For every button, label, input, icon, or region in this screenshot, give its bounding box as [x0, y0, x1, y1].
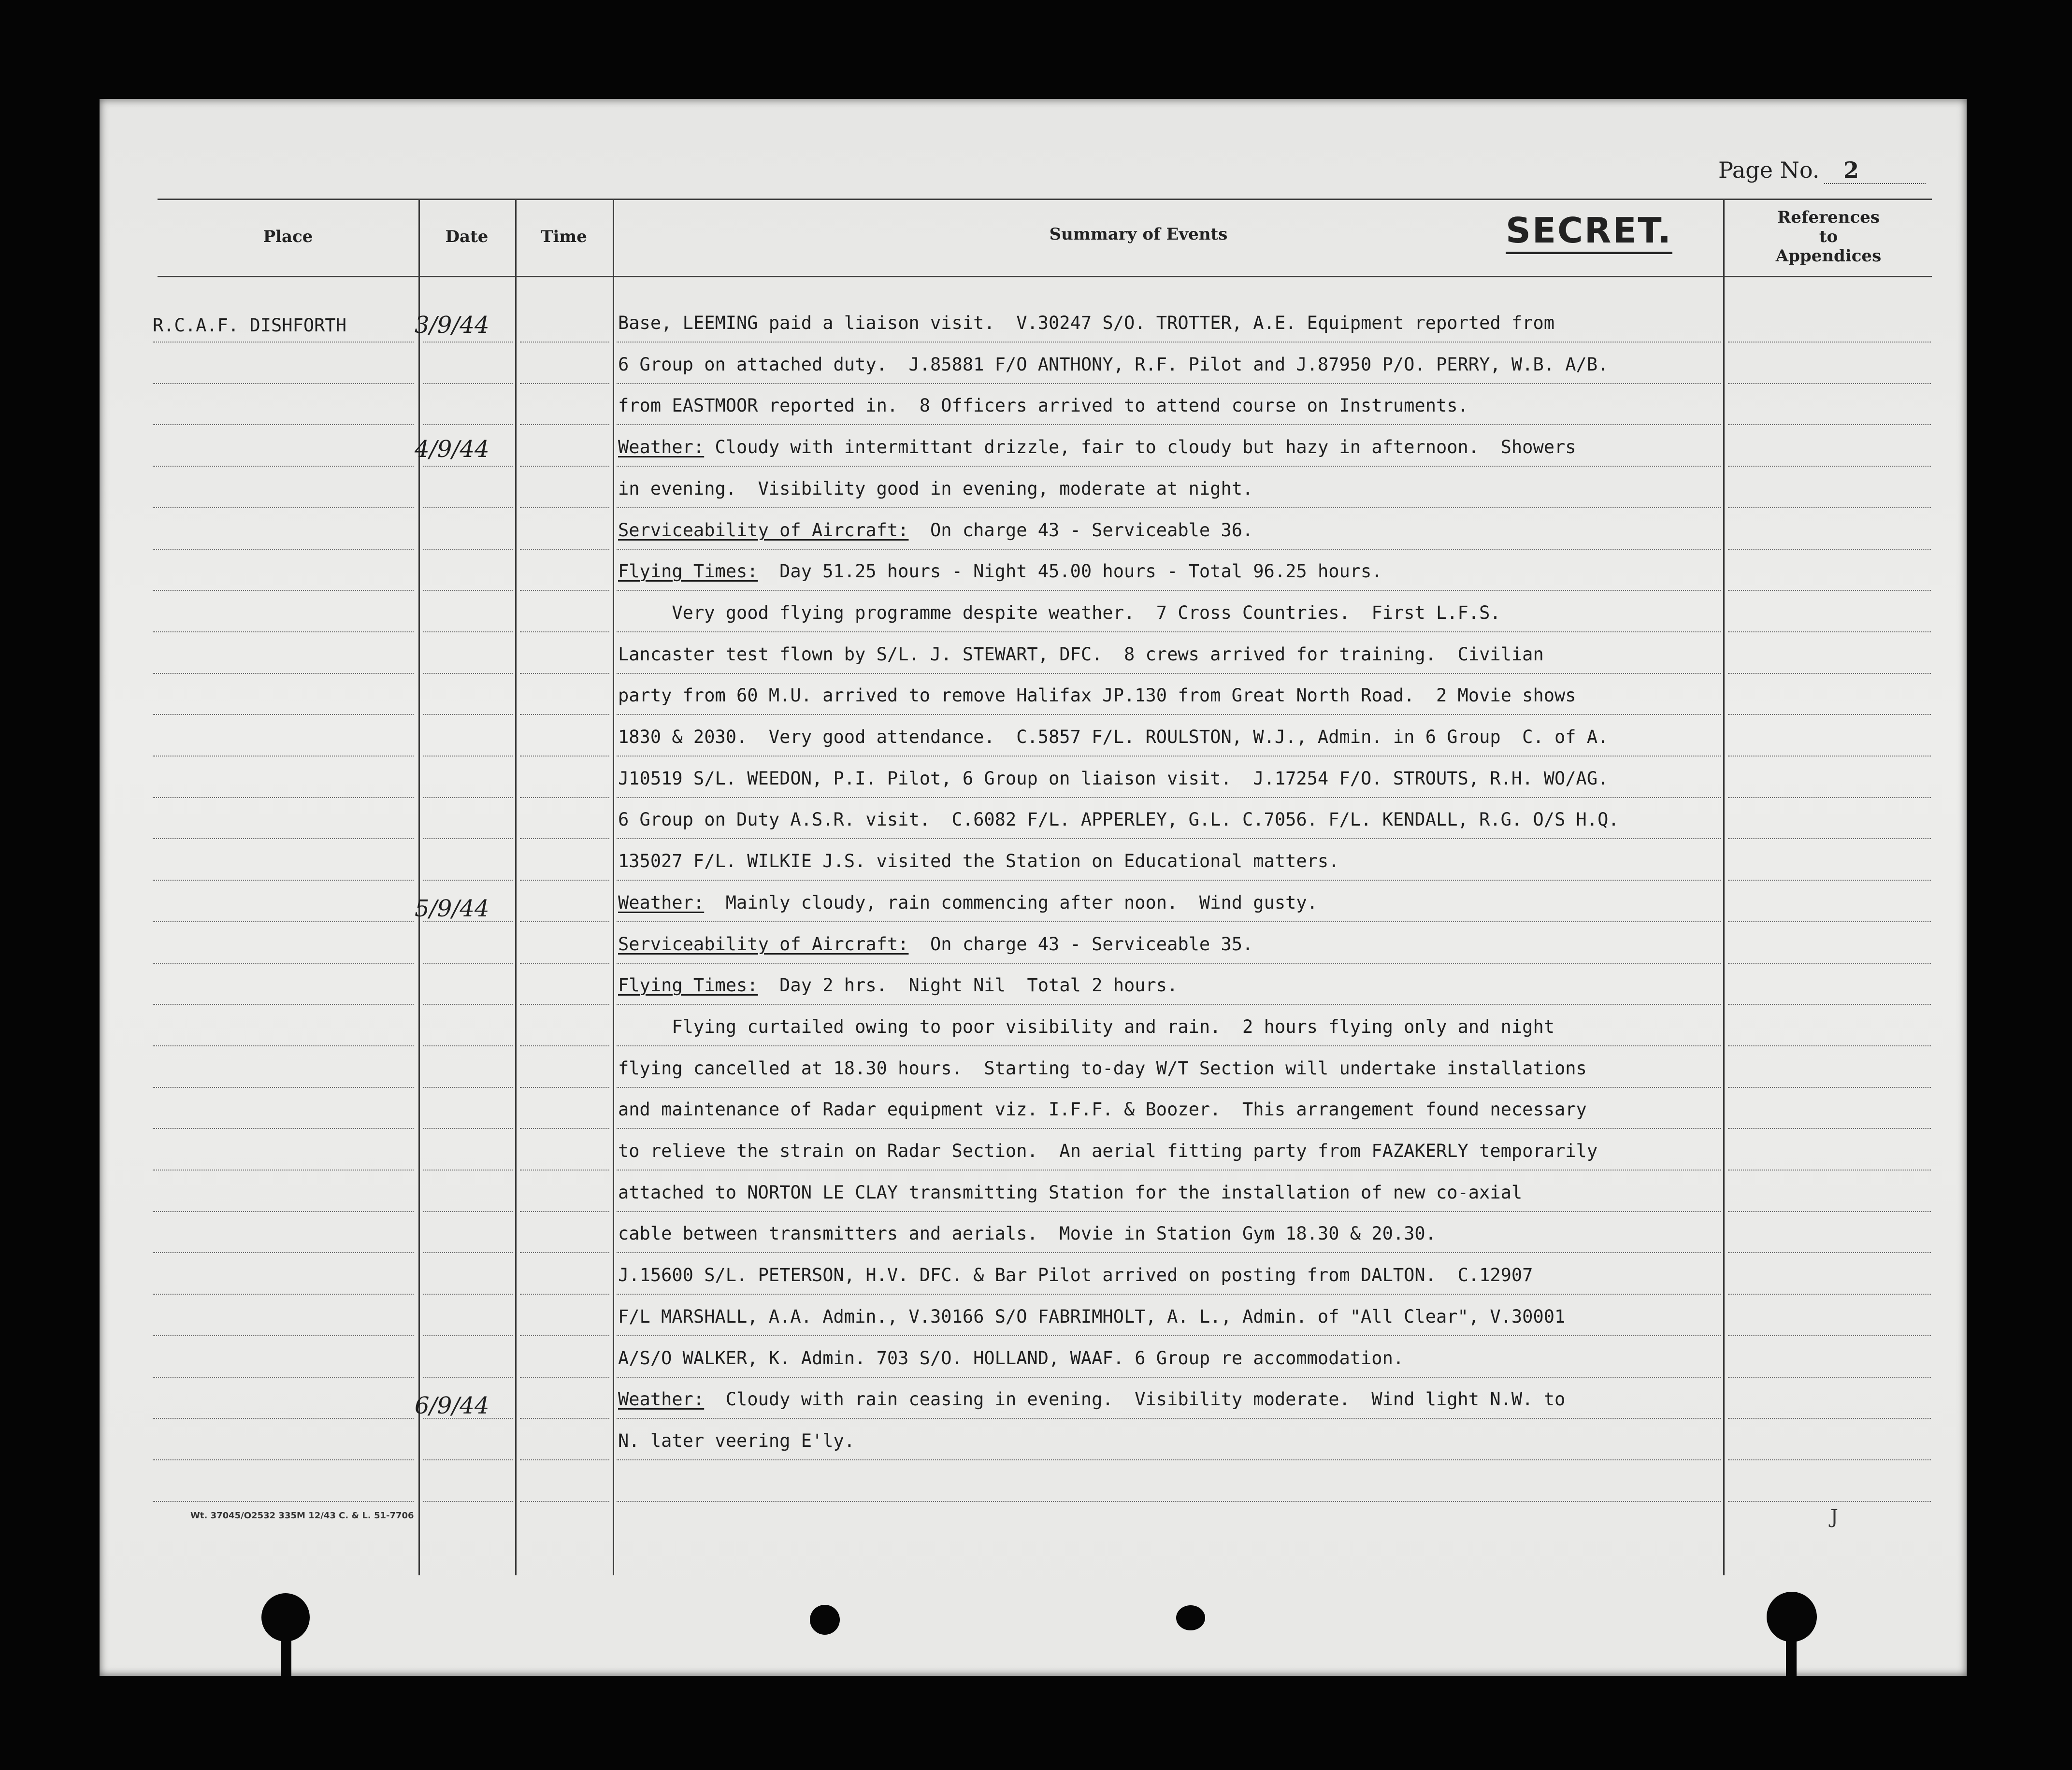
ruled-line	[423, 714, 513, 715]
summary-line	[618, 975, 1178, 996]
ruled-line	[153, 342, 414, 343]
ruled-line	[617, 838, 1721, 839]
ruled-line	[1728, 797, 1931, 798]
ruled-line	[423, 590, 513, 591]
summary-line	[618, 644, 1544, 665]
ruled-line	[153, 797, 414, 798]
ruled-line	[423, 1377, 513, 1378]
summary-line	[618, 768, 1608, 789]
ruled-line	[153, 838, 414, 839]
section-heading: Flying Times:	[618, 561, 758, 582]
summary-text: Day 51.25 hours - Night 45.00 hours - Total 96.25 hours.	[758, 561, 1382, 582]
summary-line	[618, 1223, 1436, 1244]
ruled-line	[153, 1501, 414, 1502]
ruled-line	[153, 1418, 414, 1419]
summary-line	[618, 1265, 1533, 1285]
ruled-line	[520, 921, 609, 922]
ruled-line	[1728, 507, 1931, 508]
secret-stamp: SECRET.	[1506, 210, 1672, 254]
ruled-line	[520, 797, 609, 798]
ruled-line	[617, 631, 1721, 632]
ruled-line	[520, 1252, 609, 1253]
summary-line	[618, 809, 1619, 830]
summary-text: Base, LEEMING paid a liaison visit. V.30247 S/O. TROTTER, A.E. Equipment reported from	[618, 313, 1555, 333]
ruled-line	[423, 880, 513, 881]
ruled-line	[520, 507, 609, 508]
ruled-line	[1728, 921, 1931, 922]
ruled-line	[617, 1294, 1721, 1295]
summary-text: party from 60 M.U. arrived to remove Halifax JP.130 from Great North Road. 2 Movie shows	[618, 685, 1576, 706]
ruled-line	[1728, 1335, 1931, 1336]
ruled-line	[617, 1252, 1721, 1253]
page-label: Page No.	[1718, 157, 1820, 183]
ruled-line	[617, 921, 1721, 922]
page-number: 2	[1824, 157, 1926, 184]
header-references	[1725, 208, 1932, 266]
section-heading: Serviceability of Aircraft:	[618, 520, 909, 541]
ruled-line	[153, 590, 414, 591]
summary-text: 1830 & 2030. Very good attendance. C.5857 F/L. ROULSTON, W.J., Admin. in 6 Group C. of A.	[618, 727, 1609, 747]
ruled-line	[1728, 1459, 1931, 1460]
ruled-line	[153, 714, 414, 715]
ruled-line	[153, 1294, 414, 1295]
ruled-line	[1728, 1501, 1931, 1502]
ruled-line	[423, 838, 513, 839]
ruled-line	[423, 507, 513, 508]
ruled-line	[520, 1459, 609, 1460]
ruled-line	[153, 507, 414, 508]
ruled-line	[1728, 963, 1931, 964]
ruled-line	[423, 1087, 513, 1088]
ruled-line	[520, 549, 609, 550]
ruled-line	[617, 1501, 1721, 1502]
summary-line	[618, 313, 1554, 333]
page-number-area	[1718, 157, 1926, 184]
ruled-line	[520, 383, 609, 384]
ruled-line	[1728, 383, 1931, 384]
summary-text: in evening. Visibility good in evening, moderate at night.	[618, 478, 1253, 499]
ruled-line	[520, 1045, 609, 1046]
ruled-line	[1728, 714, 1931, 715]
ruled-line	[520, 1501, 609, 1502]
ruled-line	[617, 673, 1721, 674]
ruled-line	[423, 1252, 513, 1253]
place-date-divider	[418, 199, 420, 1575]
ruled-line	[153, 880, 414, 881]
summary-line	[618, 1348, 1404, 1369]
header-place: Place	[263, 227, 313, 246]
ruled-line	[423, 424, 513, 425]
summary-text: Very good flying programme despite weather. 7 Cross Countries. First L.F.S.	[672, 602, 1501, 623]
printer-code: Wt. 37045/O2532 335M 12/43 C. & L. 51-7706	[190, 1511, 414, 1521]
summary-line	[618, 892, 1318, 913]
ruled-line	[617, 1459, 1721, 1460]
summary-line	[618, 1389, 1565, 1410]
ruled-line	[153, 1087, 414, 1088]
ruled-line	[617, 963, 1721, 964]
ruled-line	[1728, 631, 1931, 632]
binder-hole-slot	[281, 1638, 291, 1676]
binder-hole	[1767, 1592, 1817, 1642]
ruled-line	[617, 1418, 1721, 1419]
ruled-line	[520, 1211, 609, 1212]
ruled-line	[520, 1294, 609, 1295]
summary-references-divider	[1723, 199, 1725, 1575]
ruled-line	[617, 756, 1721, 757]
ruled-line	[617, 383, 1721, 384]
ruled-line	[423, 631, 513, 632]
ruled-line	[617, 590, 1721, 591]
summary-text: and maintenance of Radar equipment viz. I.F.F. & Boozer. This arrangement found necessary	[618, 1099, 1587, 1120]
line-indent	[618, 602, 672, 623]
summary-text: Flying curtailed owing to poor visibility and rain. 2 hours flying only and night	[672, 1016, 1555, 1037]
ruled-line	[423, 1045, 513, 1046]
summary-text: cable between transmitters and aerials. Movie in Station Gym 18.30 & 20.30.	[618, 1223, 1436, 1244]
ruled-line	[153, 963, 414, 964]
summary-line	[618, 1306, 1565, 1327]
ruled-line	[423, 383, 513, 384]
ruled-line	[520, 1335, 609, 1336]
ruled-line	[617, 1087, 1721, 1088]
binder-hole	[261, 1593, 310, 1642]
ruled-line	[423, 342, 513, 343]
ruled-line	[520, 1004, 609, 1005]
ruled-line	[153, 673, 414, 674]
ruled-line	[423, 797, 513, 798]
summary-text: Mainly cloudy, rain commencing after noon. Wind gusty.	[704, 892, 1318, 913]
summary-text: 135027 F/L. WILKIE J.S. visited the Station on Educational matters.	[618, 851, 1339, 871]
ruled-line	[1728, 549, 1931, 550]
summary-line	[618, 354, 1608, 375]
summary-line	[618, 1182, 1522, 1203]
ruled-line	[1728, 466, 1931, 467]
ruled-line	[617, 507, 1721, 508]
ruled-line	[423, 756, 513, 757]
binder-hole	[810, 1605, 840, 1635]
time-summary-divider	[613, 199, 614, 1575]
ruled-line	[153, 631, 414, 632]
ruled-line	[1728, 1004, 1931, 1005]
ruled-line	[617, 1211, 1721, 1212]
ruled-line	[617, 797, 1721, 798]
ruled-line	[520, 838, 609, 839]
ruled-line	[520, 631, 609, 632]
ruled-line	[153, 756, 414, 757]
summary-text: Lancaster test flown by S/L. J. STEWART, DFC. 8 crews arrived for training. Civilian	[618, 644, 1544, 665]
section-heading: Serviceability of Aircraft:	[618, 934, 909, 955]
summary-text: J10519 S/L. WEEDON, P.I. Pilot, 6 Group on liaison visit. J.17254 F/O. STROUTS, R.H. WO/AG.	[618, 768, 1609, 789]
ruled-line	[1728, 1128, 1931, 1129]
ruled-line	[520, 1377, 609, 1378]
ruled-line	[153, 383, 414, 384]
summary-line	[618, 727, 1608, 747]
ruled-line	[423, 1501, 513, 1502]
ruled-line	[617, 1377, 1721, 1378]
summary-line	[618, 561, 1382, 582]
ruled-line	[153, 549, 414, 550]
date-entry: 6/9/44	[415, 1392, 489, 1419]
summary-text: to relieve the strain on Radar Section. An aerial fitting party from FAZAKERLY temporarily	[618, 1141, 1598, 1161]
summary-line	[618, 1016, 1554, 1037]
ruled-line	[423, 1211, 513, 1212]
ruled-line	[153, 1459, 414, 1460]
section-heading: Flying Times:	[618, 975, 758, 996]
header-time: Time	[541, 227, 587, 246]
ruled-line	[617, 342, 1721, 343]
ruled-line	[153, 1004, 414, 1005]
ruled-line	[617, 1004, 1721, 1005]
summary-text: J.15600 S/L. PETERSON, H.V. DFC. & Bar Pilot arrived on posting from DALTON. C.12907	[618, 1265, 1533, 1285]
ruled-line	[423, 1004, 513, 1005]
summary-line	[618, 602, 1501, 623]
ruled-line	[617, 880, 1721, 881]
summary-text: from EASTMOOR reported in. 8 Officers arrived to attend course on Instruments.	[618, 395, 1468, 416]
ruled-line	[153, 1128, 414, 1129]
ruled-line	[153, 1377, 414, 1378]
date-entry: 3/9/44	[415, 312, 489, 339]
summary-text: F/L MARSHALL, A.A. Admin., V.30166 S/O FABRIMHOLT, A. L., Admin. of "All Clear", V.30001	[618, 1306, 1566, 1327]
summary-line	[618, 520, 1253, 541]
ruled-line	[520, 673, 609, 674]
ruled-line	[520, 963, 609, 964]
summary-line	[618, 395, 1468, 416]
ruled-line	[1728, 590, 1931, 591]
ruled-line	[1728, 342, 1931, 343]
ruled-line	[1728, 1377, 1931, 1378]
ruled-line	[1728, 756, 1931, 757]
header-references-line1: References	[1777, 208, 1880, 227]
ruled-line	[1728, 1294, 1931, 1295]
summary-line	[618, 1430, 855, 1451]
summary-text: 6 Group on attached duty. J.85881 F/O ANTHONY, R.F. Pilot and J.87950 P/O. PERRY, W.B. A/B.	[618, 354, 1609, 375]
summary-line	[618, 685, 1576, 706]
ruled-line	[1728, 1211, 1931, 1212]
ruled-line	[423, 673, 513, 674]
ruled-line	[617, 714, 1721, 715]
section-heading: Weather:	[618, 892, 705, 913]
ruled-line	[423, 1294, 513, 1295]
margin-mark: J	[1830, 1506, 1839, 1528]
ruled-line	[153, 921, 414, 922]
ruled-line	[520, 342, 609, 343]
ruled-line	[520, 590, 609, 591]
ruled-line	[617, 466, 1721, 467]
ruled-line	[520, 1087, 609, 1088]
ruled-line	[520, 1418, 609, 1419]
binder-hole-slot	[1786, 1638, 1797, 1676]
summary-line	[618, 1058, 1587, 1079]
ruled-line	[520, 756, 609, 757]
summary-line	[618, 1141, 1597, 1161]
header-bottom-rule	[158, 276, 1932, 277]
ruled-line	[520, 1128, 609, 1129]
summary-text: On charge 43 - Serviceable 35.	[908, 934, 1253, 955]
ruled-line	[1728, 1418, 1931, 1419]
ruled-line	[617, 1128, 1721, 1129]
ruled-line	[423, 963, 513, 964]
ruled-line	[520, 880, 609, 881]
date-entry: 5/9/44	[415, 895, 489, 922]
binder-mark	[1176, 1605, 1205, 1630]
ruled-line	[1728, 424, 1931, 425]
ruled-line	[423, 1128, 513, 1129]
ruled-line	[153, 466, 414, 467]
summary-text: Cloudy with intermittant drizzle, fair to cloudy but hazy in afternoon. Showers	[704, 437, 1576, 457]
ruled-line	[423, 1335, 513, 1336]
place-entry: R.C.A.F. DISHFORTH	[153, 315, 346, 336]
ruled-line	[520, 466, 609, 467]
summary-text: 6 Group on Duty A.S.R. visit. C.6082 F/L. APPERLEY, G.L. C.7056. F/L. KENDALL, R.G. O/S H.Q.	[618, 809, 1619, 830]
summary-text: flying cancelled at 18.30 hours. Starting to-day W/T Section will undertake installations	[618, 1058, 1587, 1079]
ruled-line	[153, 1211, 414, 1212]
ruled-line	[617, 424, 1721, 425]
header-references-line3: Appendices	[1775, 246, 1882, 266]
date-entry: 4/9/44	[415, 436, 489, 463]
ruled-line	[153, 1335, 414, 1336]
summary-line	[618, 1099, 1587, 1120]
ruled-line	[1728, 880, 1931, 881]
ruled-line	[423, 466, 513, 467]
section-heading: Weather:	[618, 1389, 705, 1410]
line-indent	[618, 1016, 672, 1037]
summary-text: attached to NORTON LE CLAY transmitting Station for the installation of new co-axial	[618, 1182, 1523, 1203]
ruled-line	[1728, 673, 1931, 674]
header-references-line2: to	[1819, 227, 1838, 246]
ruled-line	[617, 549, 1721, 550]
summary-text: On charge 43 - Serviceable 36.	[908, 520, 1253, 541]
summary-text: A/S/O WALKER, K. Admin. 703 S/O. HOLLAND, WAAF. 6 Group re accommodation.	[618, 1348, 1404, 1369]
ruled-line	[1728, 1252, 1931, 1253]
ruled-line	[1728, 1087, 1931, 1088]
ruled-line	[153, 1045, 414, 1046]
date-time-divider	[515, 199, 517, 1575]
summary-line	[618, 437, 1576, 457]
summary-text: N. later veering E'ly.	[618, 1430, 855, 1451]
header-date: Date	[445, 227, 489, 246]
table-top-rule	[158, 199, 1932, 200]
summary-text: Day 2 hrs. Night Nil Total 2 hours.	[758, 975, 1178, 996]
summary-line	[618, 851, 1339, 871]
ruled-line	[617, 1335, 1721, 1336]
ruled-line	[423, 549, 513, 550]
ruled-line	[423, 1459, 513, 1460]
section-heading: Weather:	[618, 437, 705, 457]
ruled-line	[520, 424, 609, 425]
ruled-line	[1728, 838, 1931, 839]
header-summary: Summary of Events	[1049, 225, 1228, 244]
ruled-line	[1728, 1045, 1931, 1046]
summary-text: Cloudy with rain ceasing in evening. Visibility moderate. Wind light N.W. to	[704, 1389, 1566, 1410]
ruled-line	[617, 1045, 1721, 1046]
ruled-line	[153, 1252, 414, 1253]
ruled-line	[153, 424, 414, 425]
summary-line	[618, 934, 1253, 955]
record-sheet	[100, 99, 1967, 1676]
ruled-line	[520, 714, 609, 715]
summary-line	[618, 478, 1253, 499]
